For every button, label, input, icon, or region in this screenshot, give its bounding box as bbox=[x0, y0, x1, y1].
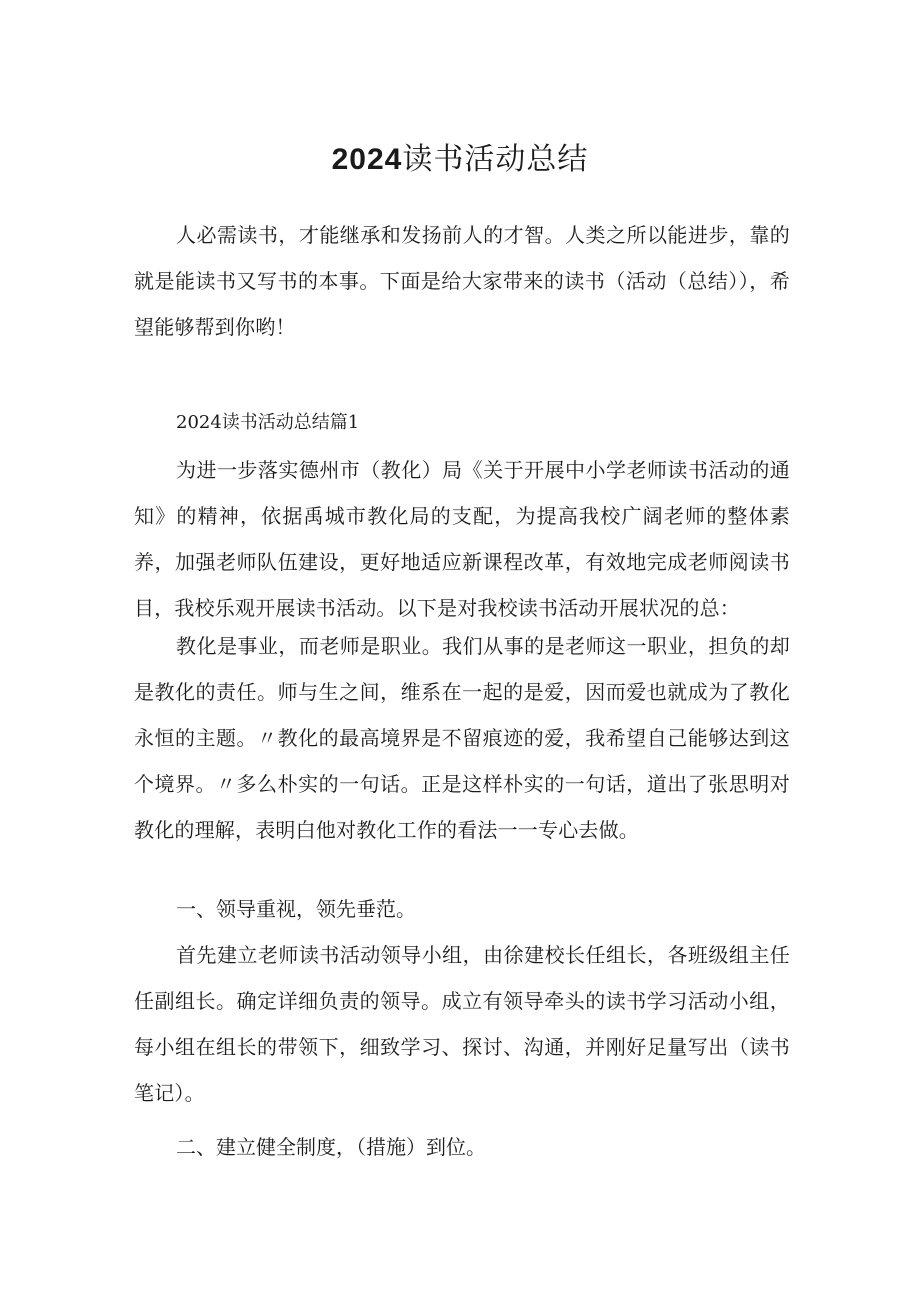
intro-paragraph: 人必需读书，才能继承和发扬前人的才智。人类之所以能进步，靠的就是能读书又写书的本事。下面是给大家带来的读书（活动（总结）），希望能够帮到你哟！ bbox=[134, 223, 790, 339]
section-heading-2: 二、建立健全制度，（措施）到位。 bbox=[176, 1135, 486, 1159]
paragraph-3: 首先建立老师读书活动领导小组，由徐建校长任组长，各班级组主任任副组长。确定详细负责的领导。成立有领导牵头的读书学习活动小组，每小组在组长的带领下，细致学习、探讨、沟通，并刚好足量写出（读书笔记）。 bbox=[134, 943, 790, 1105]
section-heading-1: 一、领导重视，领先垂范。 bbox=[176, 897, 416, 921]
title-year: 2024 bbox=[331, 143, 403, 176]
title-text: 读书活动总结 bbox=[402, 142, 589, 177]
article-heading: 2024读书活动总结篇1 bbox=[176, 412, 360, 433]
paragraph-1: 为进一步落实德州市（教化）局《关于开展中小学老师读书活动的通知》的精神，依据禹城市教化局的支配，为提高我校广阔老师的整体素养，加强老师队伍建设，更好地适应新课程改革，有效地完成老师阅读书目，我校乐观开展读书活动。以下是对我校读书活动开展状况的总： bbox=[134, 458, 790, 620]
document-title bbox=[0, 138, 920, 182]
paragraph-2: 教化是事业，而老师是职业。我们从事的是老师这一职业，担负的却是教化的责任。师与生之间，维系在一起的是爱，因而爱也就成为了教化永恒的主题。〃教化的最高境界是不留痕迹的爱，我希望自己能够达到这个境界。〃多么朴实的一句话。正是这样朴实的一句话，道出了张思明对教化的理解，表明白他对教化工作的看法一一专心去做。 bbox=[134, 634, 790, 842]
